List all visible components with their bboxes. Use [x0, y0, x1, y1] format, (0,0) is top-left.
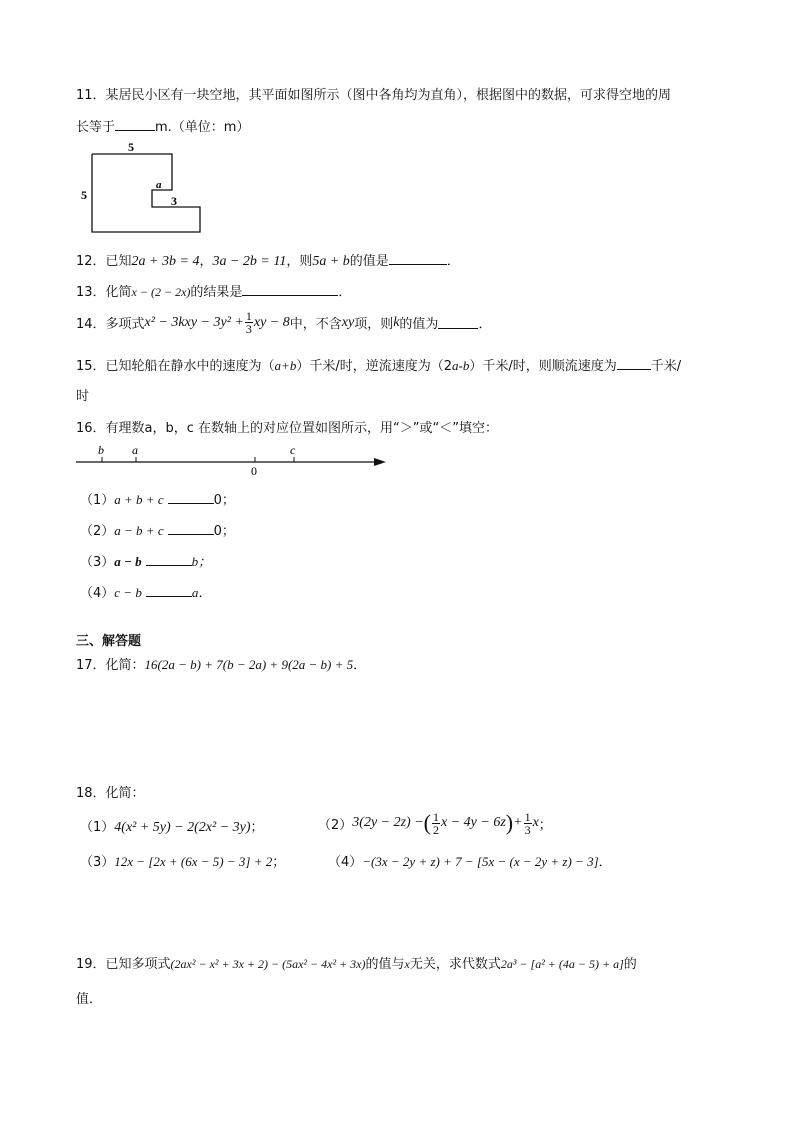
label-0: 0: [251, 464, 257, 478]
q16-blank-3[interactable]: [146, 553, 192, 566]
q11-shape: [92, 154, 200, 232]
q16-blank-4[interactable]: [146, 584, 192, 597]
label-c: c: [290, 443, 296, 457]
q12-answer-blank[interactable]: [389, 252, 447, 265]
q11-line2: 长等于 m.（单位：m）: [76, 120, 250, 135]
q18-part-4: （4）−(3x − 2y + z) + 7 − [5x − (x − 2y + z) − 3]．: [328, 854, 612, 870]
q19-line2: 值．: [76, 992, 103, 1007]
q12: 12．已知2a + 3b = 4，3a − 2b = 11，则5a + b的值是 ．: [76, 254, 460, 269]
q16-item-1: （1）a + b + c 0；: [80, 492, 235, 508]
q16-number-line: [74, 440, 394, 480]
q18-p2-frac1: $\frac{1}{2}$: [433, 809, 439, 837]
q14-answer-blank[interactable]: [438, 316, 478, 329]
q16-blank-1[interactable]: [168, 491, 214, 504]
q15-line2: 时: [76, 389, 90, 404]
q11-line1: 11．某居民小区有一块空地，其平面如图所示（图中各角均为直角），根据图中的数据，可求得空地的周: [76, 88, 672, 103]
q18-part-3: （3）12x − [2x + (6x − 5) − 3] + 2；: [80, 854, 286, 870]
q11-label-notch: a: [156, 179, 162, 191]
q13: 13．化简x − (2 − 2x)的结果是 ．: [76, 285, 352, 300]
q13-answer-blank[interactable]: [242, 283, 338, 296]
q19-line1: 19．已知多项式(2ax² − x² + 3x + 2) − (5ax² − 4x² + 3x)的值与x无关，求代数式2a³ − [a² + (4a − 5) + a]的: [76, 957, 637, 972]
q18-p2-frac2: $\frac{1}{3}$: [524, 809, 531, 837]
q16-item-2: （2）a − b + c 0；: [80, 523, 235, 539]
q16-text: 16．有理数a，b，c 在数轴上的对应位置如图所示，用“＞”或“＜”填空：: [76, 421, 498, 436]
q15-line1: 15．已知轮船在静水中的速度为（a+b）千米/时，逆流速度为（2a-b）千米/时，则顺流速度为 千米/: [76, 358, 682, 374]
label-b: b: [98, 443, 104, 457]
q18-part-1: （1）4(x² + 5y) − 2(2x² − 3y)；: [80, 820, 264, 835]
label-a: a: [132, 443, 138, 457]
q11-label-bottom: 3: [171, 194, 177, 208]
q16-item-4: （4）c − b a．: [80, 585, 212, 601]
q14-fraction: $\frac{1}{3}$: [245, 309, 252, 336]
q11-label-left: 5: [81, 188, 87, 202]
q11-label-top: 5: [128, 140, 134, 154]
q18-title: 18．化简：: [76, 786, 145, 801]
q18-part-2: （2） 3(2y − 2z) − ( $\frac{1}{2}$ x − 4y − 6z ) + $\frac{1}{3}$ x ；: [318, 809, 552, 837]
q16-item-3: （3）a − b b；: [80, 554, 212, 570]
section-heading: 三、解答题: [76, 634, 142, 649]
q17: 17．化简：16(2a − b) + 7(b − 2a) + 9(2a − b) + 5．: [76, 657, 367, 673]
q14: 14．多项式 x² − 3kxy − 3y² + $\frac{1}{3}$ xy − 8 中，不含 xy 项，则 k 的值为 ．: [76, 309, 492, 336]
q16-blank-2[interactable]: [168, 522, 214, 535]
q11-figure: [78, 140, 208, 235]
q11-answer-blank[interactable]: [115, 118, 155, 131]
number-line-arrow: [374, 458, 386, 466]
q15-answer-blank[interactable]: [617, 357, 651, 370]
